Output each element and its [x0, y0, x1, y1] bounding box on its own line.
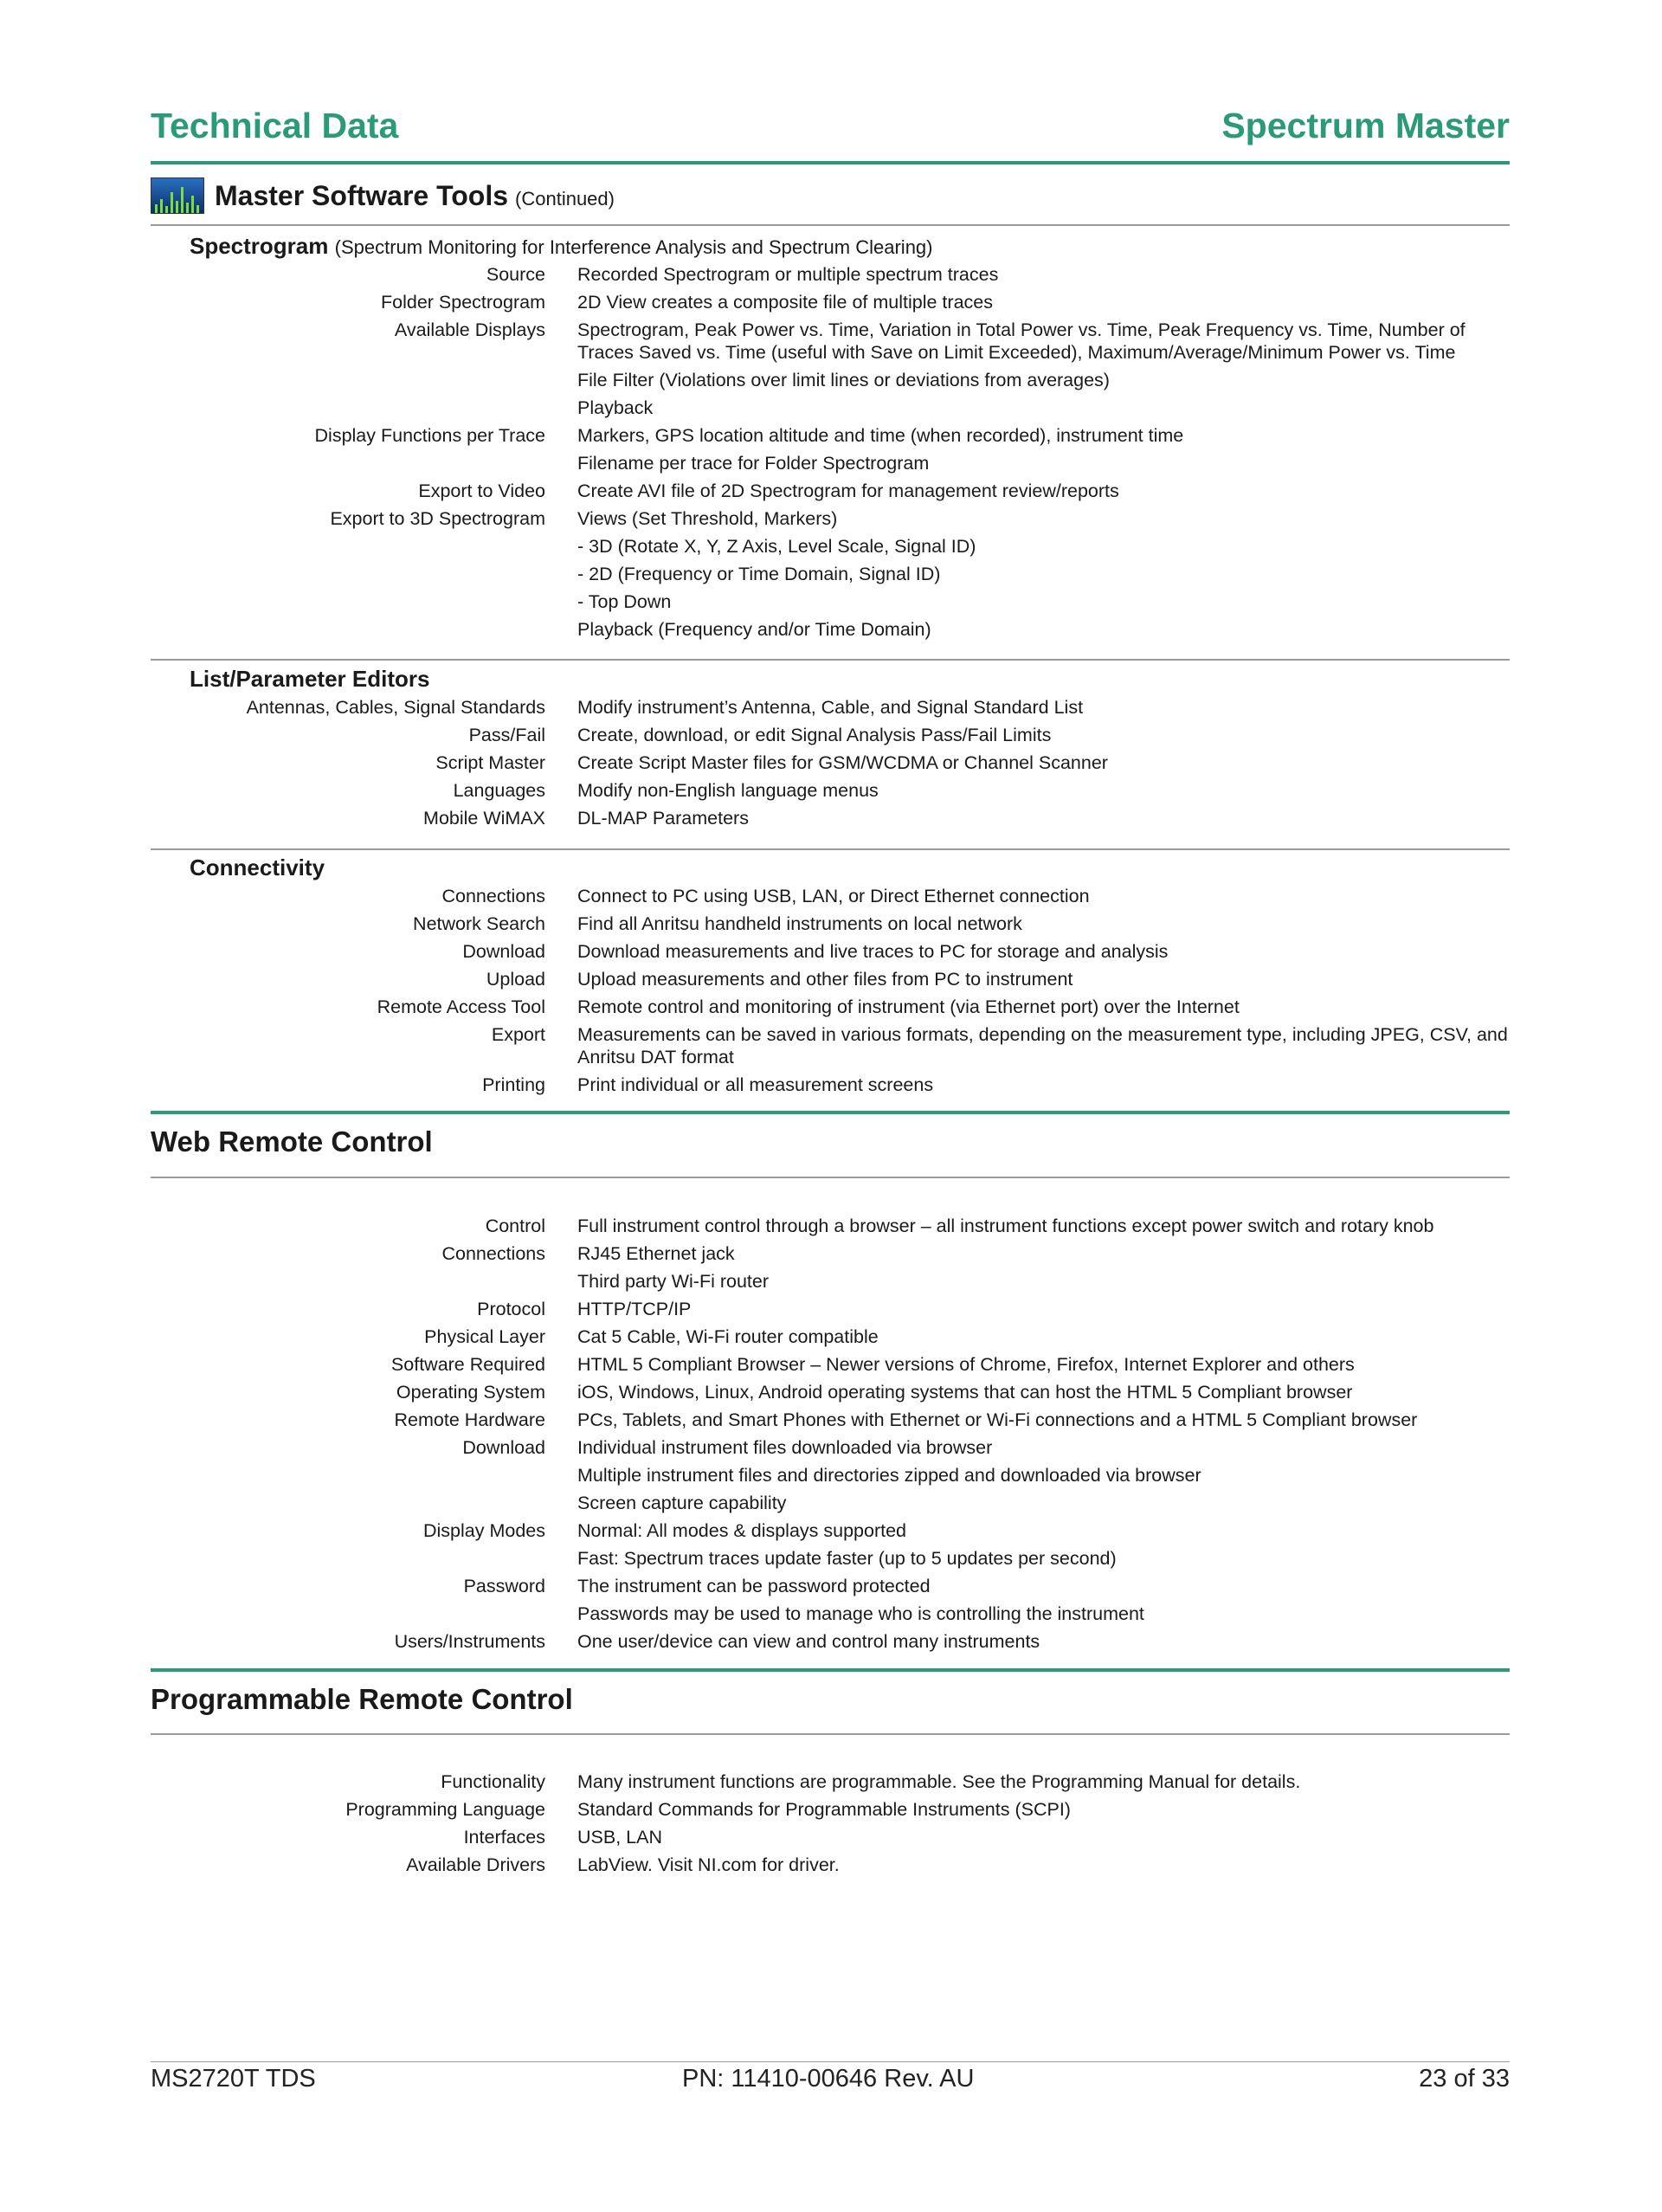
spec-row: [151, 910, 1510, 938]
spec-row: [151, 505, 1510, 532]
spec-label: Languages: [453, 780, 545, 801]
spec-value: Playback: [577, 397, 654, 418]
section-title: Spectrogram: [190, 233, 329, 259]
header-divider: [151, 161, 1510, 164]
spec-value: USB, LAN: [577, 1827, 662, 1848]
spec-value: Fast: Spectrum traces update faster (up to 5 updates per second): [577, 1548, 1117, 1569]
spec-value: HTML 5 Compliant Browser – Newer versions of Chrome, Firefox, Internet Explorer and others: [577, 1354, 1355, 1375]
spec-value: - 3D (Rotate X, Y, Z Axis, Level Scale, Signal ID): [577, 536, 976, 557]
spec-label: Antennas, Cables, Signal Standards: [246, 697, 545, 718]
spec-row: [151, 749, 1510, 777]
spectrogram-heading: [151, 231, 1510, 261]
spec-value: Find all Anritsu handheld instruments on local network: [577, 913, 1022, 934]
spec-label: Control: [485, 1216, 545, 1236]
spec-value: Recorded Spectrogram or multiple spectrum traces: [577, 264, 999, 285]
spec-row: [151, 1851, 1510, 1879]
spec-row: [151, 1461, 1510, 1489]
spec-row: [151, 1489, 1510, 1517]
spec-row: [151, 1267, 1510, 1295]
spec-value: - 2D (Frequency or Time Domain, Signal ID): [577, 564, 941, 584]
doc-section-title: Technical Data: [151, 106, 399, 145]
prog-spec-list: [151, 1768, 1510, 1879]
spec-label: Mobile WiMAX: [423, 808, 545, 829]
spec-value: Third party Wi-Fi router: [577, 1271, 770, 1292]
spec-label: Functionality: [441, 1771, 545, 1792]
spec-label: [151, 369, 545, 391]
programmable-rows: [151, 1768, 1510, 1879]
spec-row: [151, 1517, 1510, 1545]
spec-row: [151, 1351, 1510, 1378]
spec-label: Remote Access Tool: [377, 996, 545, 1017]
spec-row: [151, 1572, 1510, 1600]
divider: [151, 1177, 1510, 1178]
spec-value: Spectrogram, Peak Power vs. Time, Variation in Total Power vs. Time, Peak Frequency vs. Time, Number of Traces Saved vs. Time (useful with Save on Limit Exceeded), Maximum/Average/Minimum Power vs. Time: [577, 319, 1466, 363]
spec-row: [151, 449, 1510, 477]
section-divider: [151, 1111, 1510, 1114]
spec-row: [151, 1021, 1510, 1071]
spec-label: Operating System: [396, 1382, 545, 1403]
spec-row: [151, 422, 1510, 449]
spec-row: [151, 777, 1510, 804]
spectrogram-section: [151, 231, 1510, 643]
spec-value: Markers, GPS location altitude and time (when recorded), instrument time: [577, 425, 1184, 446]
editors-spec-list: [151, 693, 1510, 832]
spec-row: [151, 1295, 1510, 1323]
section-title: Programmable Remote Control: [151, 1683, 573, 1715]
spec-label: Folder Spectrogram: [381, 292, 545, 313]
spec-value: One user/device can view and control many instruments: [577, 1631, 1040, 1652]
spec-row: [151, 1240, 1510, 1267]
continued-note: (Continued): [515, 188, 615, 210]
spec-value: The instrument can be password protected: [577, 1576, 931, 1596]
web-spec-list: [151, 1212, 1510, 1655]
spec-row: [151, 616, 1510, 643]
spec-value: Create, download, or edit Signal Analysis Pass/Fail Limits: [577, 725, 1052, 745]
spec-value: Cat 5 Cable, Wi-Fi router compatible: [577, 1326, 879, 1347]
spec-label: Download: [462, 941, 545, 962]
spec-value: Normal: All modes & displays supported: [577, 1520, 907, 1541]
divider: [151, 848, 1510, 850]
spectrogram-spec-list: [151, 261, 1510, 643]
spec-row: [151, 1071, 1510, 1099]
footer-page-number: 23 of 33: [1419, 2065, 1510, 2093]
section-title: Connectivity: [190, 854, 325, 880]
spec-value: Multiple instrument files and directories zipped and downloaded via browser: [577, 1465, 1201, 1486]
spec-label: Software Required: [390, 1354, 545, 1375]
spec-value: RJ45 Ethernet jack: [577, 1243, 735, 1264]
spec-row: [151, 938, 1510, 965]
spec-label: Physical Layer: [424, 1326, 545, 1347]
spec-label: [151, 1464, 545, 1486]
footer-divider: [151, 2061, 1510, 2062]
footer-part-number: PN: 11410-00646 Rev. AU: [682, 2065, 975, 2093]
spec-row: [151, 1768, 1510, 1796]
spec-row: [151, 532, 1510, 560]
spec-row: [151, 1600, 1510, 1628]
spec-value: Print individual or all measurement screens: [577, 1074, 934, 1095]
spec-value: Screen capture capability: [577, 1493, 787, 1513]
spec-row: [151, 1796, 1510, 1823]
spec-label: Available Displays: [394, 319, 545, 340]
spec-label: [151, 1492, 545, 1514]
spec-row: [151, 804, 1510, 832]
section-title: Web Remote Control: [151, 1125, 433, 1158]
spec-label: Display Modes: [423, 1520, 545, 1541]
spec-value: Remote control and monitoring of instrument (via Ethernet port) over the Internet: [577, 996, 1240, 1017]
spec-row: [151, 1628, 1510, 1655]
spec-label: Export to 3D Spectrogram: [330, 508, 545, 529]
spec-row: [151, 882, 1510, 910]
spec-value: Download measurements and live traces to PC for storage and analysis: [577, 941, 1169, 962]
spec-label: Password: [463, 1576, 545, 1596]
spec-label: Script Master: [435, 752, 545, 773]
master-title: Master Software Tools: [215, 179, 509, 211]
spec-label: Export: [491, 1024, 545, 1045]
divider: [151, 1733, 1510, 1735]
section-note: (Spectrum Monitoring for Interference Analysis and Spectrum Clearing): [334, 236, 933, 258]
spec-value: - Top Down: [577, 591, 672, 612]
product-name: Spectrum Master: [1221, 106, 1510, 145]
spec-label: [151, 590, 545, 613]
divider: [151, 224, 1510, 226]
spec-label: Connections: [441, 1243, 545, 1264]
spec-label: Users/Instruments: [394, 1631, 545, 1652]
spec-row: [151, 288, 1510, 316]
spec-label: Printing: [482, 1074, 545, 1095]
spec-value: Full instrument control through a browser – all instrument functions except power switch and rotary knob: [577, 1216, 1434, 1236]
spec-label: Display Functions per Trace: [314, 425, 545, 446]
spec-label: [151, 1270, 545, 1293]
spec-value: Standard Commands for Programmable Instruments (SCPI): [577, 1799, 1071, 1820]
spec-value: Upload measurements and other files from PC to instrument: [577, 969, 1073, 990]
spec-label: Connections: [441, 886, 545, 906]
spec-value: Create Script Master files for GSM/WCDMA or Channel Scanner: [577, 752, 1108, 773]
spec-row: [151, 588, 1510, 616]
divider: [151, 659, 1510, 661]
spec-value: Connect to PC using USB, LAN, or Direct Ethernet connection: [577, 886, 1090, 906]
spec-row: [151, 1545, 1510, 1572]
spectrum-icon: [151, 177, 204, 214]
spec-row: [151, 693, 1510, 721]
programmable-remote-section: [151, 1683, 1510, 1716]
spec-row: [151, 1323, 1510, 1351]
spec-row: [151, 721, 1510, 749]
editors-section: [151, 664, 1510, 832]
spec-label: Upload: [486, 969, 545, 990]
spec-value: iOS, Windows, Linux, Android operating systems that can host the HTML 5 Compliant browser: [577, 1382, 1353, 1403]
spec-label: [151, 452, 545, 474]
spec-value: Modify instrument’s Antenna, Cable, and Signal Standard List: [577, 697, 1084, 718]
spec-row: [151, 560, 1510, 588]
connectivity-section: [151, 853, 1510, 1099]
spec-row: [151, 1212, 1510, 1240]
spec-row: [151, 394, 1510, 422]
spec-value: Passwords may be used to manage who is controlling the instrument: [577, 1603, 1144, 1624]
spec-row: [151, 477, 1510, 505]
spec-label: [151, 535, 545, 558]
spec-value: File Filter (Violations over limit lines or deviations from averages): [577, 370, 1110, 390]
spec-row: [151, 965, 1510, 993]
footer-doc-id: MS2720T TDS: [151, 2065, 316, 2093]
spec-label: [151, 563, 545, 585]
spec-value: Views (Set Threshold, Markers): [577, 508, 838, 529]
spec-label: [151, 618, 545, 641]
spec-row: [151, 993, 1510, 1021]
spec-label: Network Search: [413, 913, 545, 934]
spec-value: Many instrument functions are programmable. See the Programming Manual for details.: [577, 1771, 1301, 1792]
spec-value: Filename per trace for Folder Spectrogram: [577, 453, 930, 474]
master-software-tools-heading: [151, 177, 615, 215]
web-remote-rows: [151, 1212, 1510, 1655]
spec-value: HTTP/TCP/IP: [577, 1299, 692, 1319]
spec-row: [151, 1434, 1510, 1461]
spec-row: [151, 1406, 1510, 1434]
spec-value: Individual instrument files downloaded via browser: [577, 1437, 993, 1458]
connectivity-spec-list: [151, 882, 1510, 1099]
spec-value: 2D View creates a composite file of multiple traces: [577, 292, 993, 313]
spec-label: Protocol: [477, 1299, 545, 1319]
section-title: List/Parameter Editors: [190, 666, 430, 692]
spec-label: Download: [462, 1437, 545, 1458]
section-divider: [151, 1668, 1510, 1672]
spec-value: Playback (Frequency and/or Time Domain): [577, 619, 931, 640]
spec-label: [151, 397, 545, 419]
spec-value: Create AVI file of 2D Spectrogram for management review/reports: [577, 480, 1119, 501]
spec-label: [151, 1547, 545, 1570]
spec-label: Programming Language: [345, 1799, 545, 1820]
spec-value: PCs, Tablets, and Smart Phones with Ethernet or Wi-Fi connections and a HTML 5 Compliant browser: [577, 1409, 1418, 1430]
spec-value: DL-MAP Parameters: [577, 808, 749, 829]
spec-label: Remote Hardware: [394, 1409, 545, 1430]
spec-label: Export to Video: [418, 480, 545, 501]
spec-label: Available Drivers: [406, 1854, 545, 1875]
spec-row: [151, 261, 1510, 288]
spec-value: Modify non-English language menus: [577, 780, 879, 801]
spec-row: [151, 1823, 1510, 1851]
spec-label: [151, 1603, 545, 1625]
web-remote-section: [151, 1125, 1510, 1158]
spec-value: LabView. Visit NI.com for driver.: [577, 1854, 840, 1875]
spec-label: Interfaces: [463, 1827, 545, 1848]
spec-label: Pass/Fail: [468, 725, 545, 745]
spec-row: [151, 316, 1510, 366]
spec-row: [151, 366, 1510, 394]
spec-row: [151, 1378, 1510, 1406]
spec-value: Measurements can be saved in various formats, depending on the measurement type, including JPEG, CSV, and Anritsu DAT format: [577, 1024, 1508, 1067]
spec-label: Source: [486, 264, 545, 285]
